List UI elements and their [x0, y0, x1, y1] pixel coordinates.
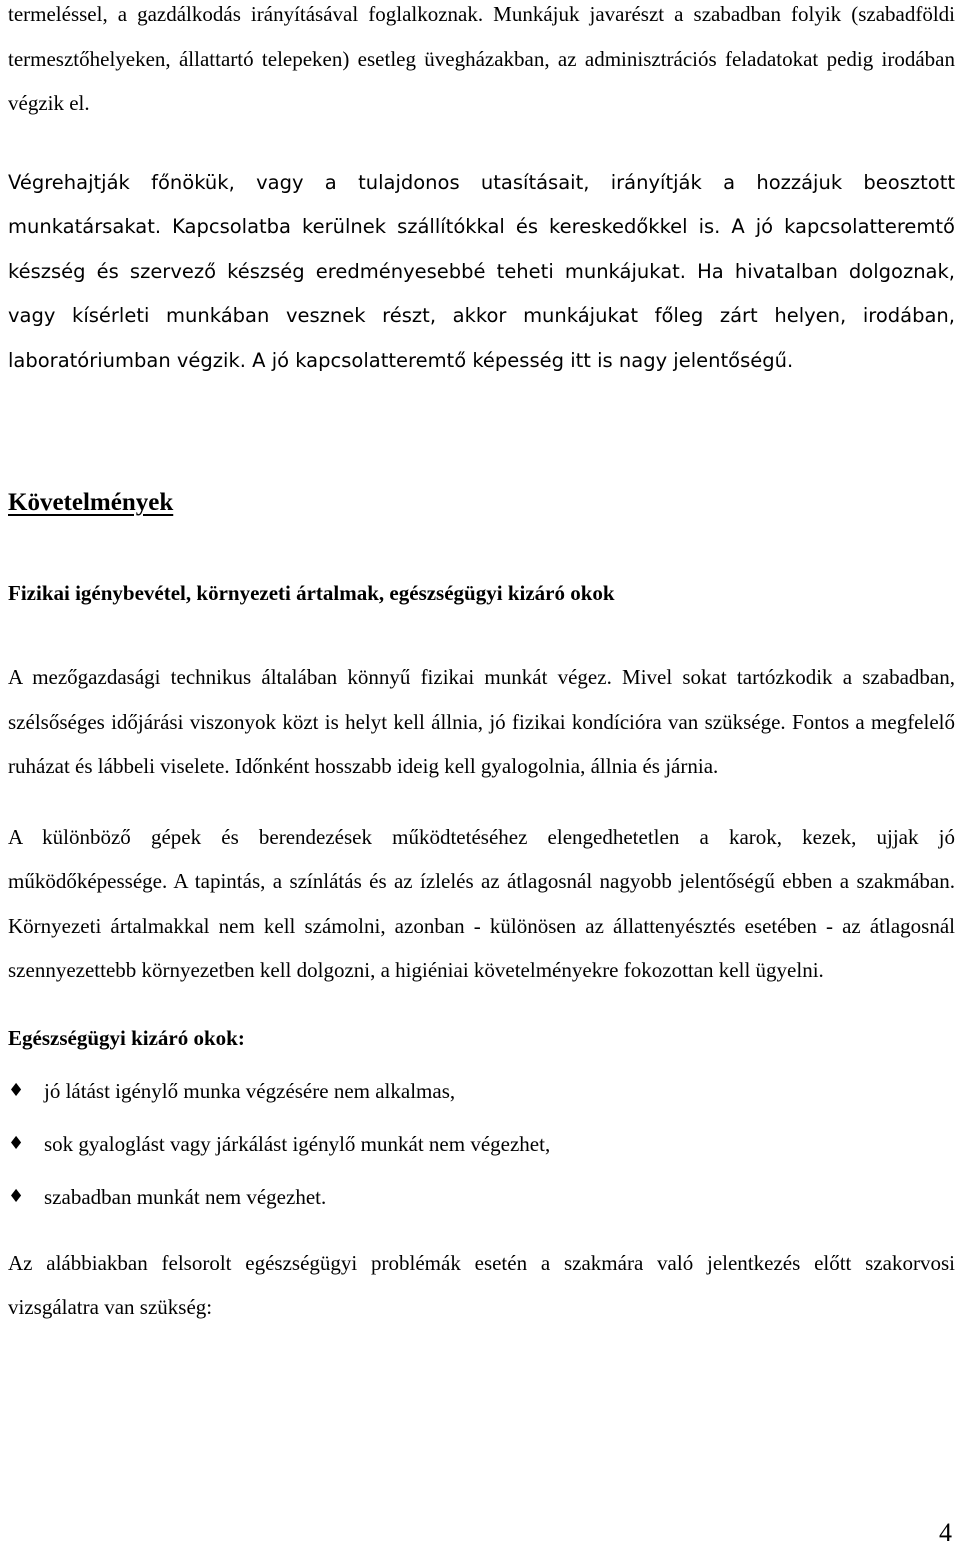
document-page — [8, 0, 955, 1330]
section-subheading: Fizikai igénybevétel, környezeti ártalmak, egészségügyi kizáró okok — [8, 581, 615, 605]
paragraph-duties-part2: Ha hivatalban dolgoznak, vagy kísérleti munkában vesznek részt, akkor munkájukat főleg zárt helyen, irodában, laboratóriumban végzik. A jó kapcsolatteremtő képesség itt is nagy jelentőségű. — [8, 259, 955, 372]
section-heading: Követelmények — [8, 489, 174, 516]
exclusions-heading: Egészségügyi kizáró okok: — [8, 1025, 245, 1050]
diamond-bullet-icon: ♦ — [8, 1079, 25, 1101]
paragraph-physical-1: A mezőgazdasági technikus általában könnyű fizikai munkát végez. Mivel sokat tartózkodik a szabadban, szélsőséges időjárási viszonyok közt is helyt kell állnia, jó fizikai kondícióra van szüksége. Fontos a megfelelő ruházat és lábbeli viselete. Időnként hosszabb ideig kell gyalogolnia, állnia és járnia. — [8, 665, 955, 778]
page-number: 4 — [939, 1518, 952, 1547]
paragraph-intro-continued: termeléssel, a gazdálkodás irányításával foglalkoznak. Munkájuk javarészt a szabadban folyik (szabadföldi termesztőhelyeken, állattartó telepeken) esetleg üvegházakban, az adminisztrációs feladatokat pedig irodában végzik el. — [8, 2, 955, 115]
list-item-text: szabadban munkát nem végezhet. — [44, 1184, 327, 1209]
paragraph-closing: Az alábbiakban felsorolt egészségügyi problémák esetén a szakmára való jelentkezés előtt szakorvosi vizsgálatra van szükség: — [8, 1250, 955, 1319]
exclusions-list — [8, 1076, 955, 1212]
paragraph-physical-2: A különböző gépek és berendezések működtetéséhez elengedhetetlen a karok, kezek, ujjak jó működőképessége. A tapintás, a színlátás és az ízlelés az átlagosnál nagyobb jelentőségű ebben a szakmában. Környezeti ártalmakkal nem kell számolni, azonban - különösen az állattenyésztés esetében - az átlagosnál szennyezettebb környezetben kell dolgozni, a higiéniai követelményekre fokozottan kell ügyelni. — [8, 824, 955, 982]
diamond-bullet-icon: ♦ — [8, 1132, 25, 1154]
list-item — [8, 1129, 955, 1159]
paragraph-duties — [8, 161, 955, 384]
list-item — [8, 1076, 955, 1106]
diamond-bullet-icon: ♦ — [8, 1185, 25, 1207]
list-item-text: sok gyaloglást vagy járkálást igénylő munkát nem végezhet, — [44, 1131, 551, 1156]
list-item-text: jó látást igénylő munka végzésére nem alkalmas, — [44, 1078, 456, 1103]
paragraph-duties-part1: Végrehajtják főnökük, vagy a tulajdonos utasításait, irányítják a hozzájuk beosztott munkatársakat. Kapcsolatba kerülnek szállítókkal és kereskedőkkel is. A jó kapcsolatteremtő készség és szervező készség eredményesebbé teheti munkájukat. — [8, 170, 955, 283]
list-item — [8, 1182, 955, 1212]
